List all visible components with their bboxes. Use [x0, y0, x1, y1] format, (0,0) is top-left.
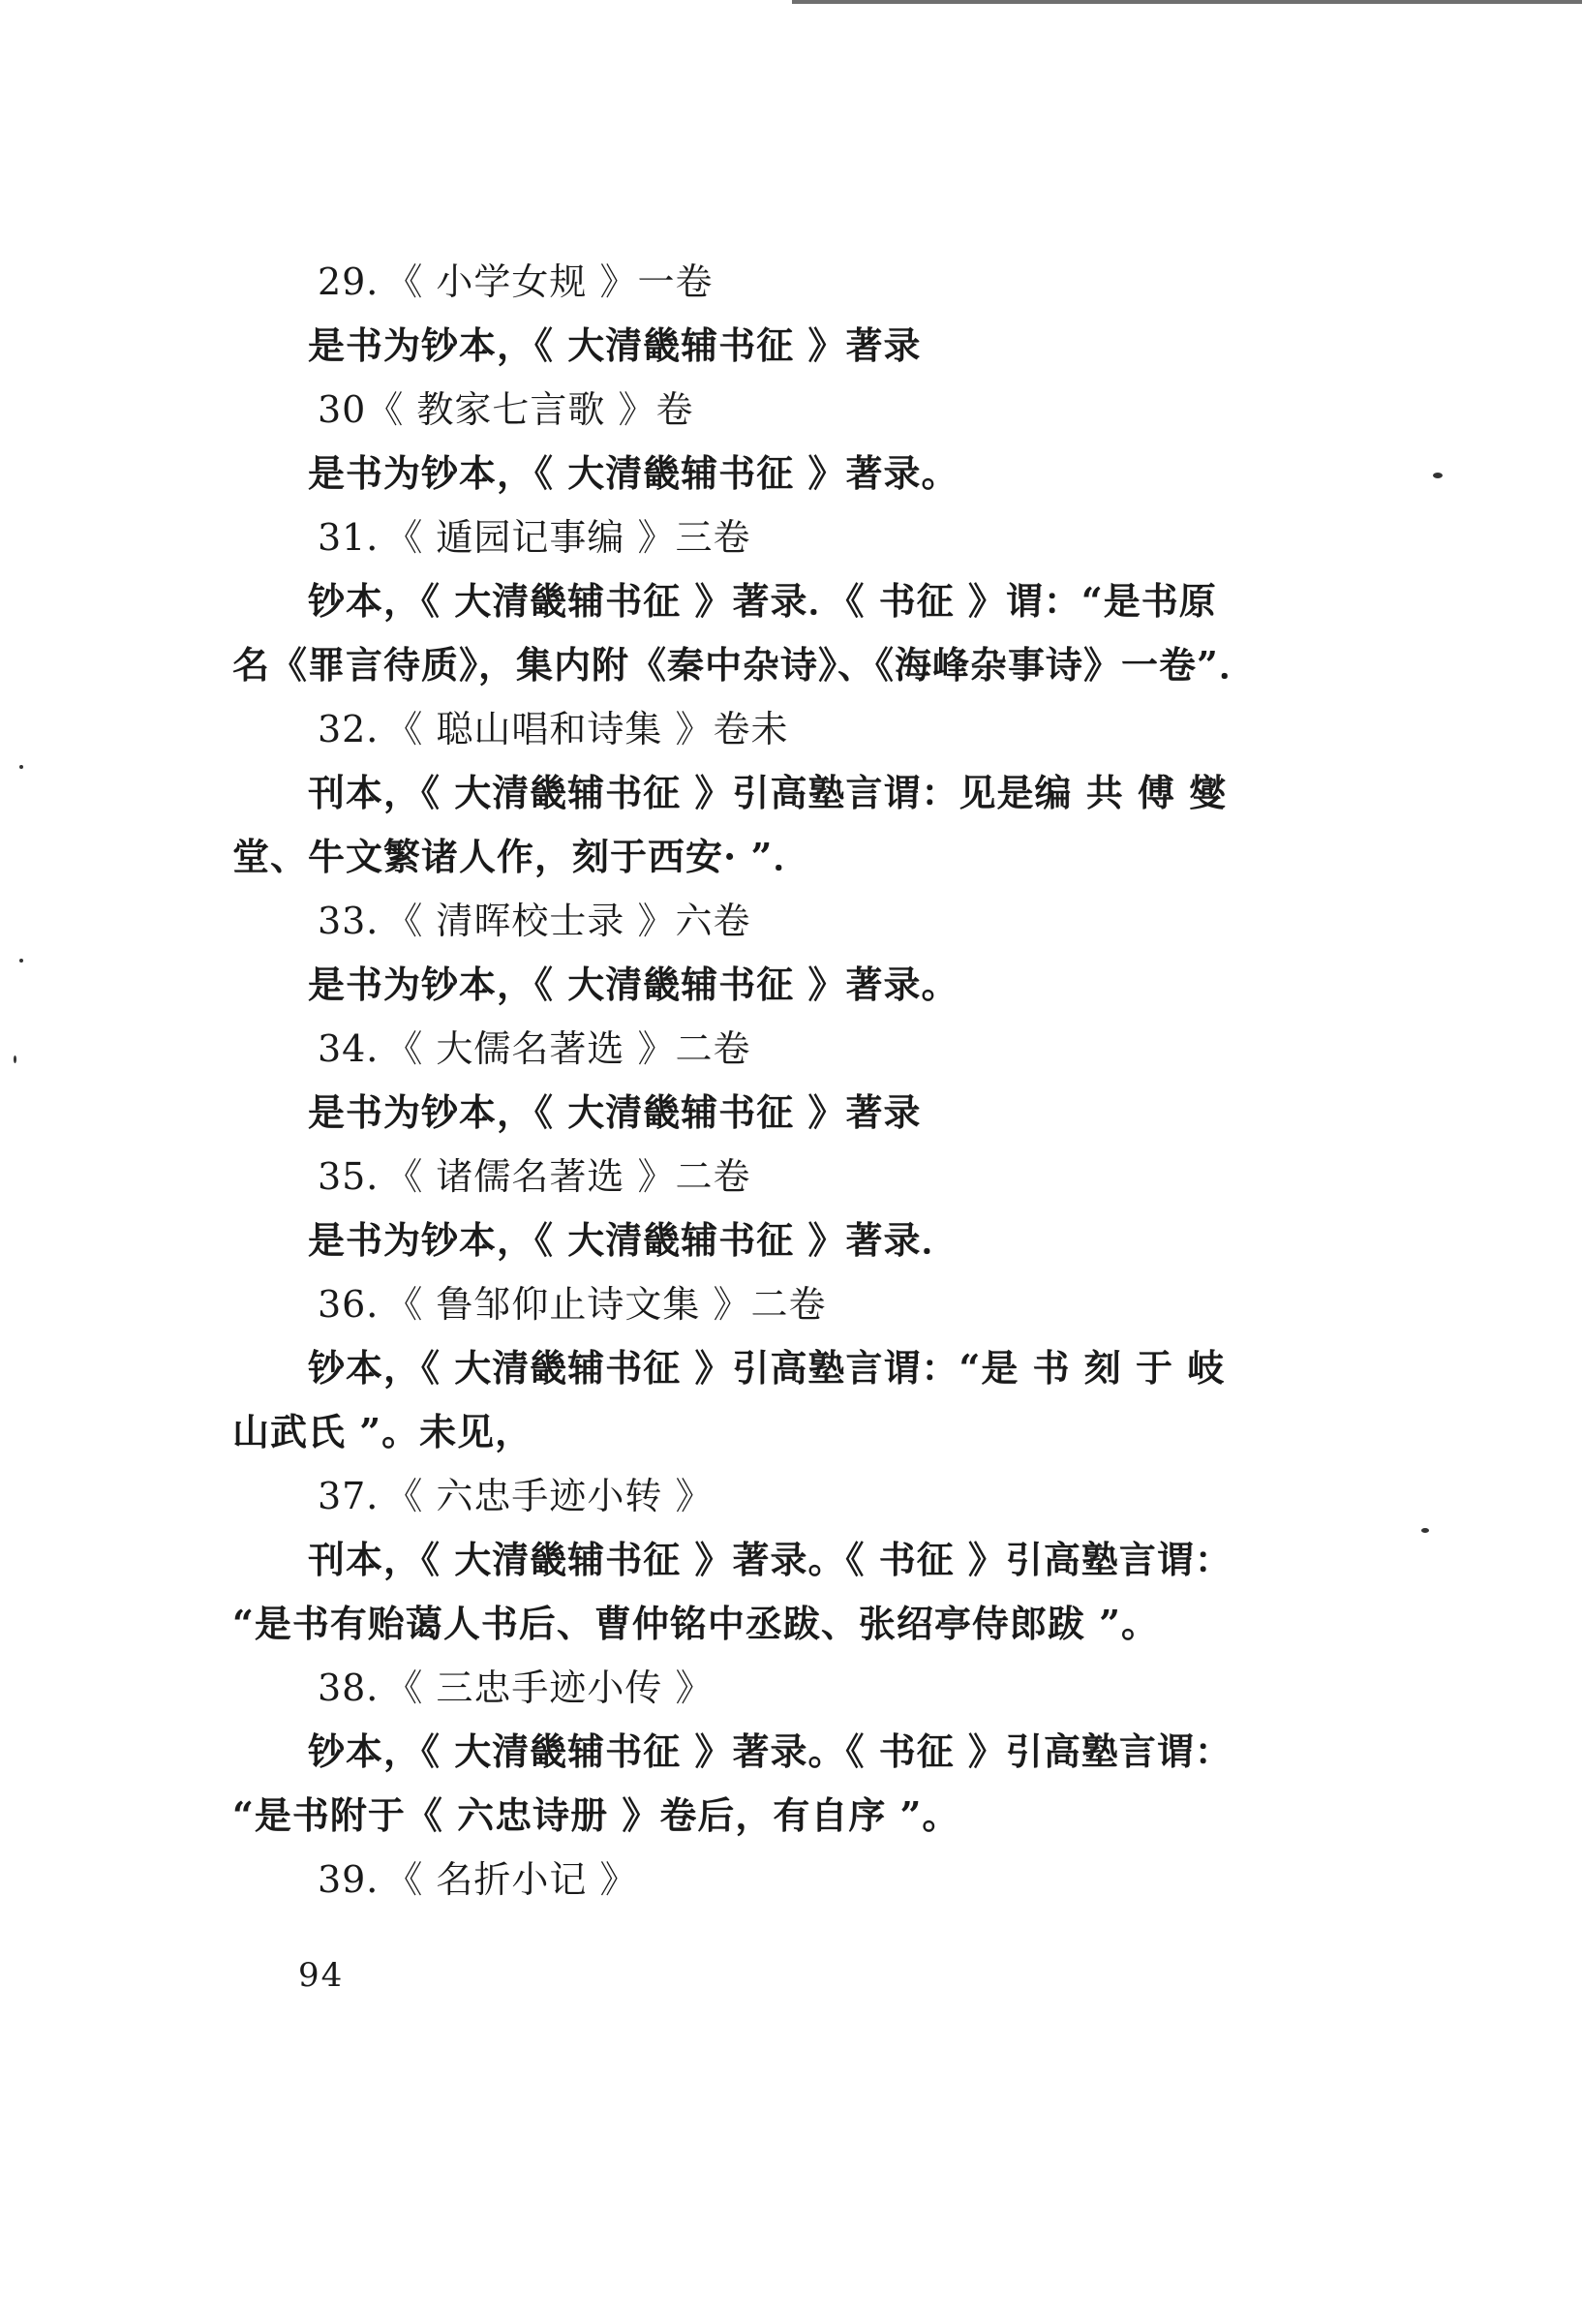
entry-note: 是书为钞本，《 大清畿辅书征 》著录。: [308, 451, 959, 495]
entry-note-continuation: 山武氏 ”。未见，: [232, 1410, 533, 1453]
entry-note-continuation: 堂、牛文繁诸人作，刻于西安· ”．: [232, 835, 811, 878]
entry-note: 刊本，《 大清畿辅书征 》著录。《 书征 》引高塾言谓：: [308, 1538, 1232, 1581]
scan-speck: [1433, 473, 1443, 478]
entry-note: 钞本，《 大清畿辅书征 》引高塾言谓：“是 书 刻 于 岐: [308, 1346, 1226, 1390]
top-rule: [792, 0, 1582, 4]
entry-32: [0, 697, 1582, 889]
entry-39: [0, 1848, 1582, 1911]
entry-37: [0, 1464, 1582, 1656]
entry-title: 32．《 聪山唱和诗集 》卷未: [318, 708, 789, 750]
entry-title: 36．《 鲁邹仰止诗文集 》二卷: [318, 1283, 827, 1326]
entry-note-continuation: 名《罪言待质》，集内附《秦中杂诗》、《海峰杂事诗》一卷”．: [232, 643, 1257, 687]
entry-title: 34．《 大儒名著选 》二卷: [318, 1027, 751, 1070]
entry-note: 钞本，《 大清畿辅书征 》著录．《 书征 》谓：“是书原: [308, 579, 1217, 623]
entry-30: [0, 378, 1582, 505]
entry-29: [0, 250, 1582, 378]
entry-title: 38．《 三忠手迹小传 》: [318, 1667, 714, 1709]
scan-speck: [19, 959, 23, 963]
entry-title: 33．《 清晖校士录 》六卷: [318, 900, 751, 942]
entry-note: 是书为钞本，《 大清畿辅书征 》著录。: [308, 963, 959, 1006]
entry-34: [0, 1017, 1582, 1145]
entry-38: [0, 1656, 1582, 1848]
entry-note: 是书为钞本，《 大清畿辅书征 》著录: [308, 1090, 922, 1134]
entry-note-continuation: “是书有贻蔼人书后、曹仲铭中丞跋、张绍亭侍郎跋 ”。: [232, 1602, 1159, 1645]
entry-title: 35．《 诸儒名著选 》二卷: [318, 1155, 751, 1198]
scan-speck: [1421, 1528, 1429, 1533]
page-number: 94: [298, 1956, 345, 1995]
scan-speck: [19, 765, 23, 769]
page-content: [0, 250, 1582, 1911]
entry-note: 是书为钞本，《 大清畿辅书征 》著录: [308, 323, 922, 367]
entry-note: 刊本，《 大清畿辅书征 》引高塾言谓：见是编 共 傅 燮: [308, 771, 1228, 814]
entry-title: 37．《 六忠手迹小转 》: [318, 1475, 714, 1517]
entry-note: 是书为钞本，《 大清畿辅书征 》著录．: [308, 1218, 959, 1262]
entry-title: 30《 教家七言歌 》卷: [318, 388, 694, 431]
entry-36: [0, 1272, 1582, 1464]
entry-title: 29．《 小学女规 》一卷: [318, 260, 714, 303]
entry-title: 39．《 名折小记 》: [318, 1858, 638, 1901]
entry-title: 31．《 遁园记事编 》三卷: [318, 516, 751, 559]
entry-31: [0, 505, 1582, 697]
scan-speck: [14, 1055, 16, 1063]
entry-33: [0, 889, 1582, 1017]
entry-35: [0, 1145, 1582, 1272]
entry-note-continuation: “是书附于《 六忠诗册 》卷后，有自序 ”。: [232, 1793, 960, 1837]
entry-note: 钞本，《 大清畿辅书征 》著录。《 书征 》引高塾言谓：: [308, 1729, 1232, 1773]
